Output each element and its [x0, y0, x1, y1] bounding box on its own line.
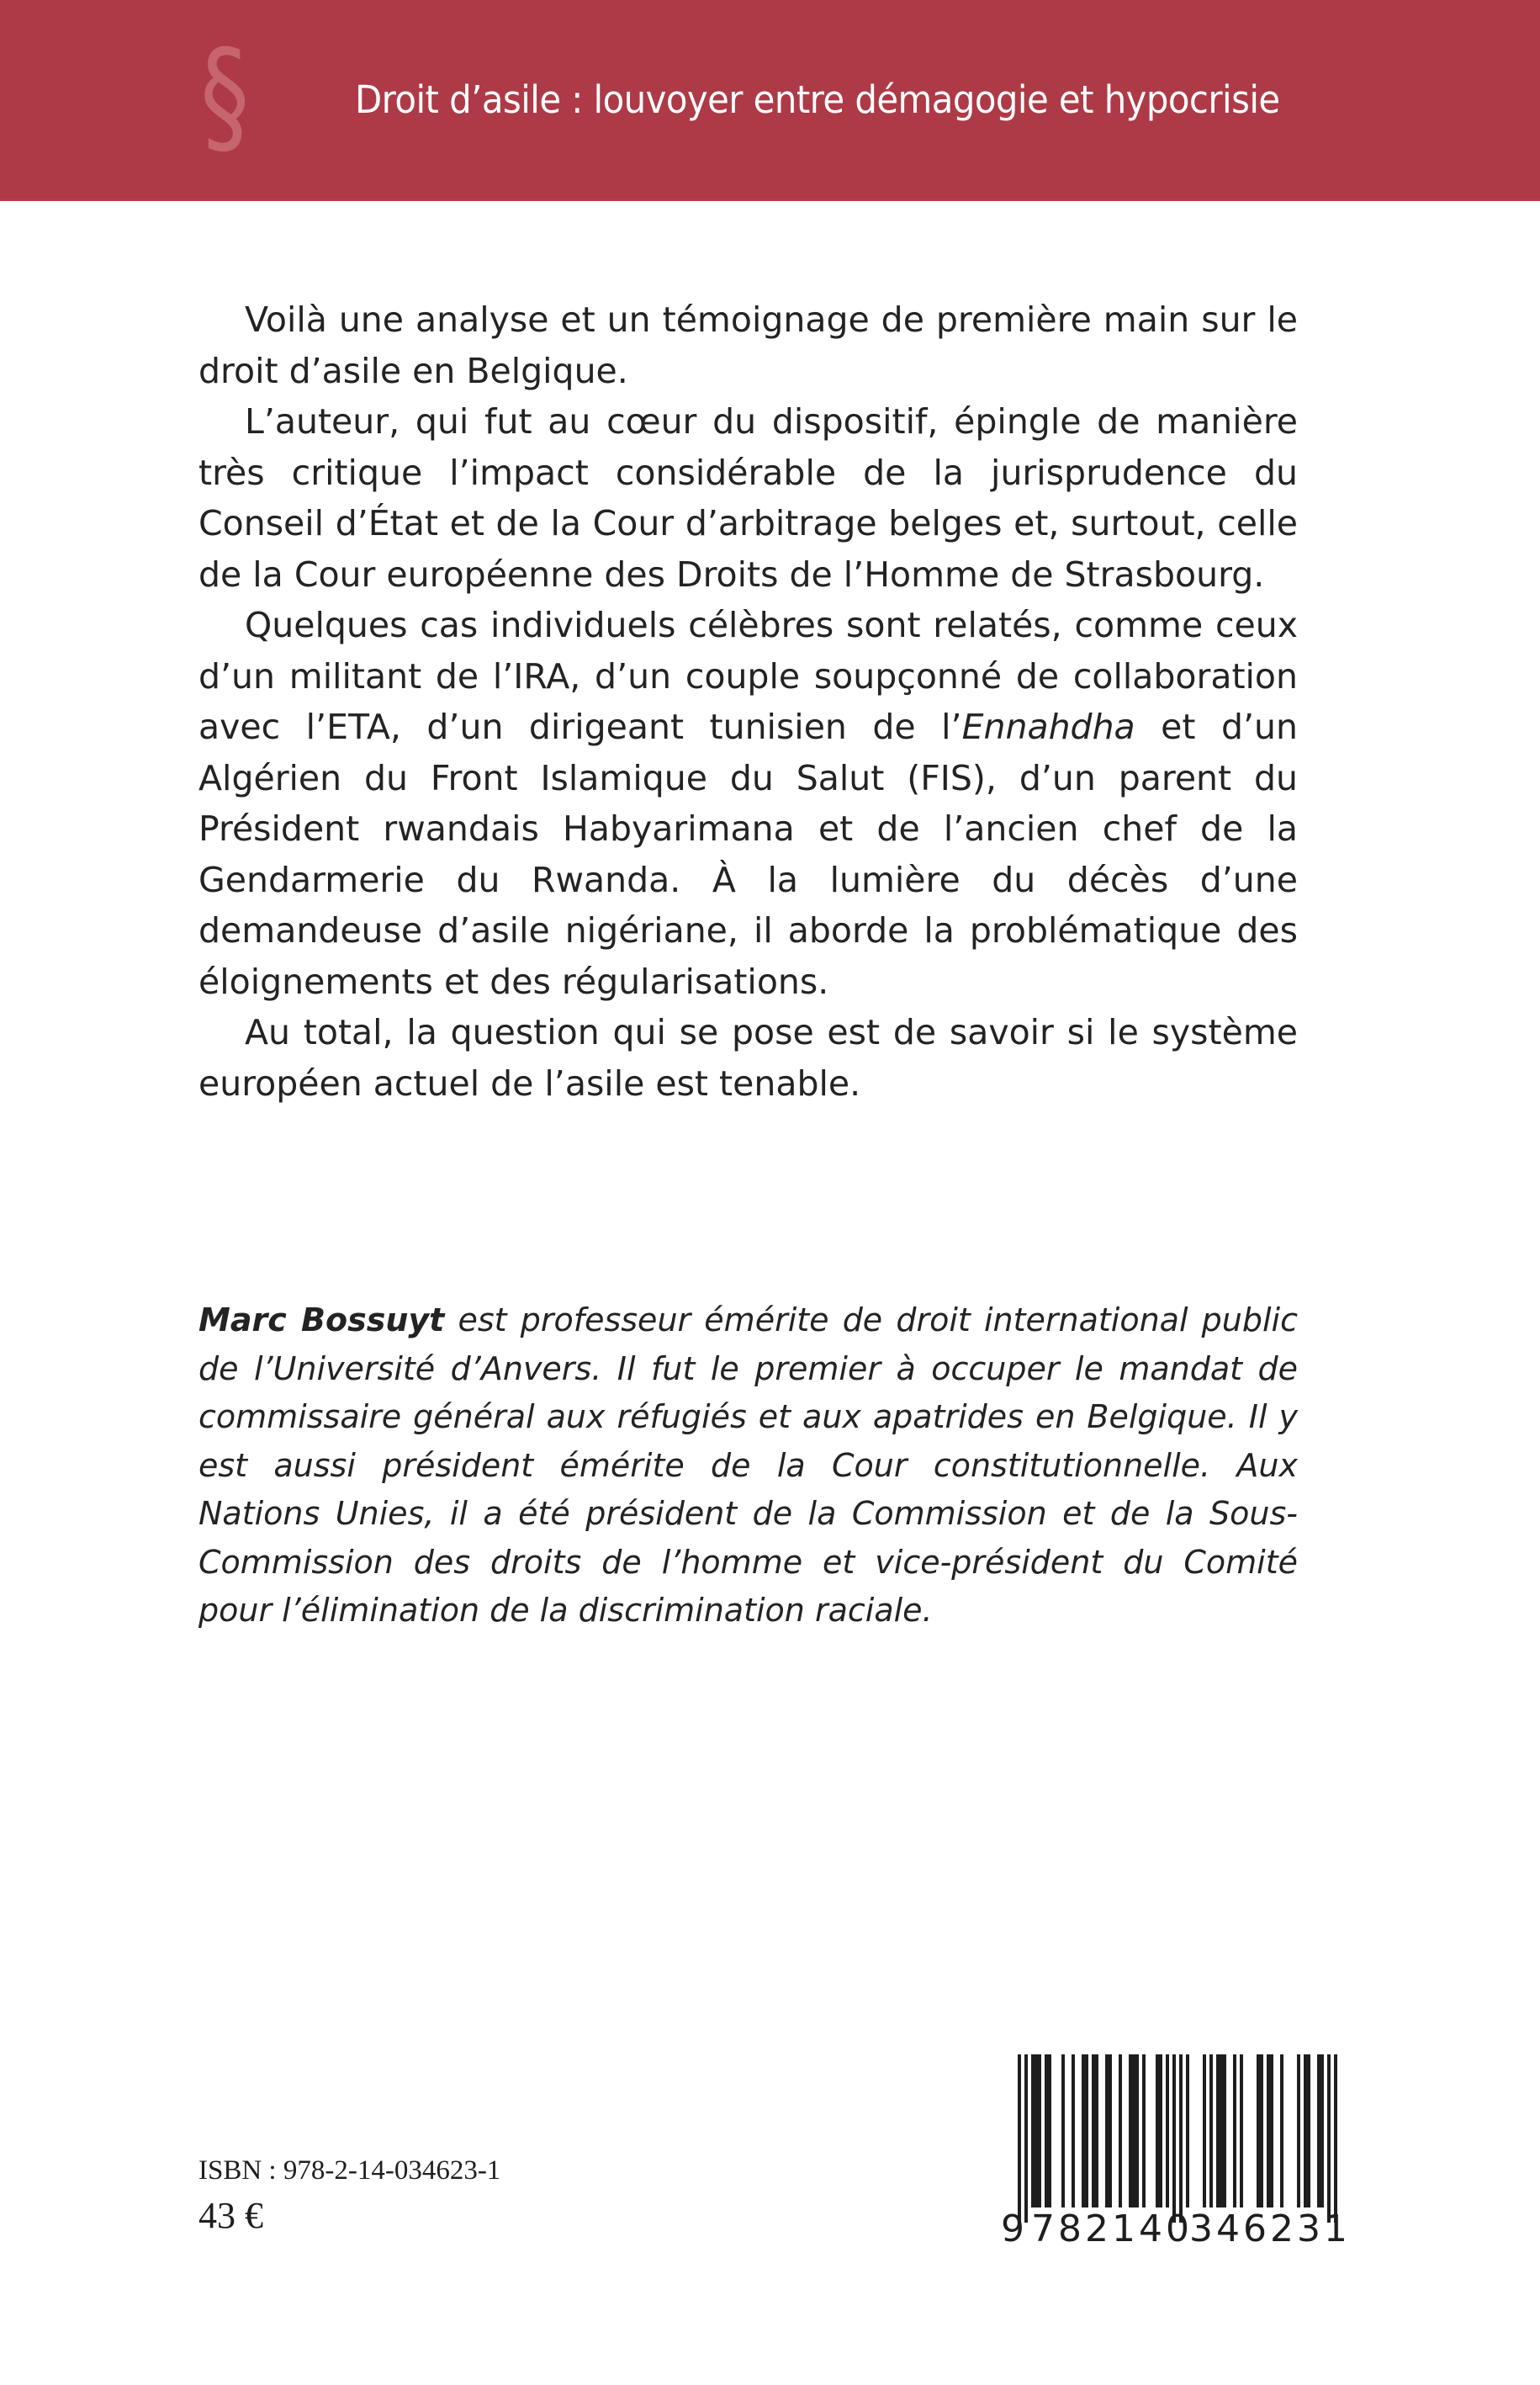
svg-text:346231: 346231	[1189, 2207, 1351, 2248]
author-bio	[198, 1296, 1298, 1635]
blurb-paragraph-4: Au total, la question qui se pose est de savoir si le système européen actuel de l’asile est tenable.	[198, 1012, 1298, 1104]
blurb-p3-part-2: et d’un Algérien du Front Islamique du Salut (FIS), d’un parent du Président rwandais Habyarimana et de l’ancien chef de la Gendarmerie du Rwanda. À la lumière du décès d’une demandeuse d’asile nigériane, il aborde la problématique des éloignements et des régularisations.	[198, 707, 1298, 1002]
price-label: 43 €	[198, 2195, 263, 2236]
blurb-p3-part-1: Quelques cas individuels célèbres sont relatés, comme ceux d’un militant de l’IRA, d’un couple soupçonné de collaboration avec l’ETA, d’un dirigeant tunisien de l’	[198, 605, 1298, 747]
isbn-label: ISBN : 978-2-14-034623-1	[198, 2155, 501, 2186]
blurb-paragraph-3	[198, 600, 1298, 1007]
book-title: Droit d’asile : louvoyer entre démagogie et hypocrisie	[355, 77, 1280, 122]
blurb-paragraph-2: L’auteur, qui fut au cœur du dispositif, épingle de manière très critique l’impact considérable de la jurisprudence du Conseil d’État et de la Cour d’arbitrage belges et, surtout, celle de la Cour européenne des Droits de l’Homme de Strasbourg.	[198, 401, 1298, 595]
svg-text:9: 9	[1001, 2207, 1028, 2248]
author-name: Marc Bossuyt	[198, 1301, 445, 1338]
section-symbol-icon: §	[200, 24, 250, 170]
header-band	[0, 0, 1540, 201]
ean13-barcode	[1001, 2054, 1354, 2248]
blurb-paragraph-1: Voilà une analyse et un témoignage de première main sur le droit d’asile en Belgique.	[198, 299, 1298, 391]
svg-text:782140: 782140	[1031, 2207, 1193, 2248]
blurb-p3-italic-term: Ennahdha	[961, 707, 1135, 747]
back-cover-blurb	[198, 294, 1298, 1109]
author-bio-text: est professeur émérite de droit international public de l’Université d’Anvers. Il fut le premier à occuper le mandat de commissaire général aux réfugiés et aux apatrides en Belgique. Il y est aussi président émérite de la Cour constitutionnelle. Aux Nations Unies, il a été président de la Commission et de la Sous-Commission des droits de l’homme et vice-président du Comité pour l’élimination de la discrimination raciale.	[198, 1301, 1298, 1629]
barcode-graphic	[1001, 2054, 1354, 2248]
